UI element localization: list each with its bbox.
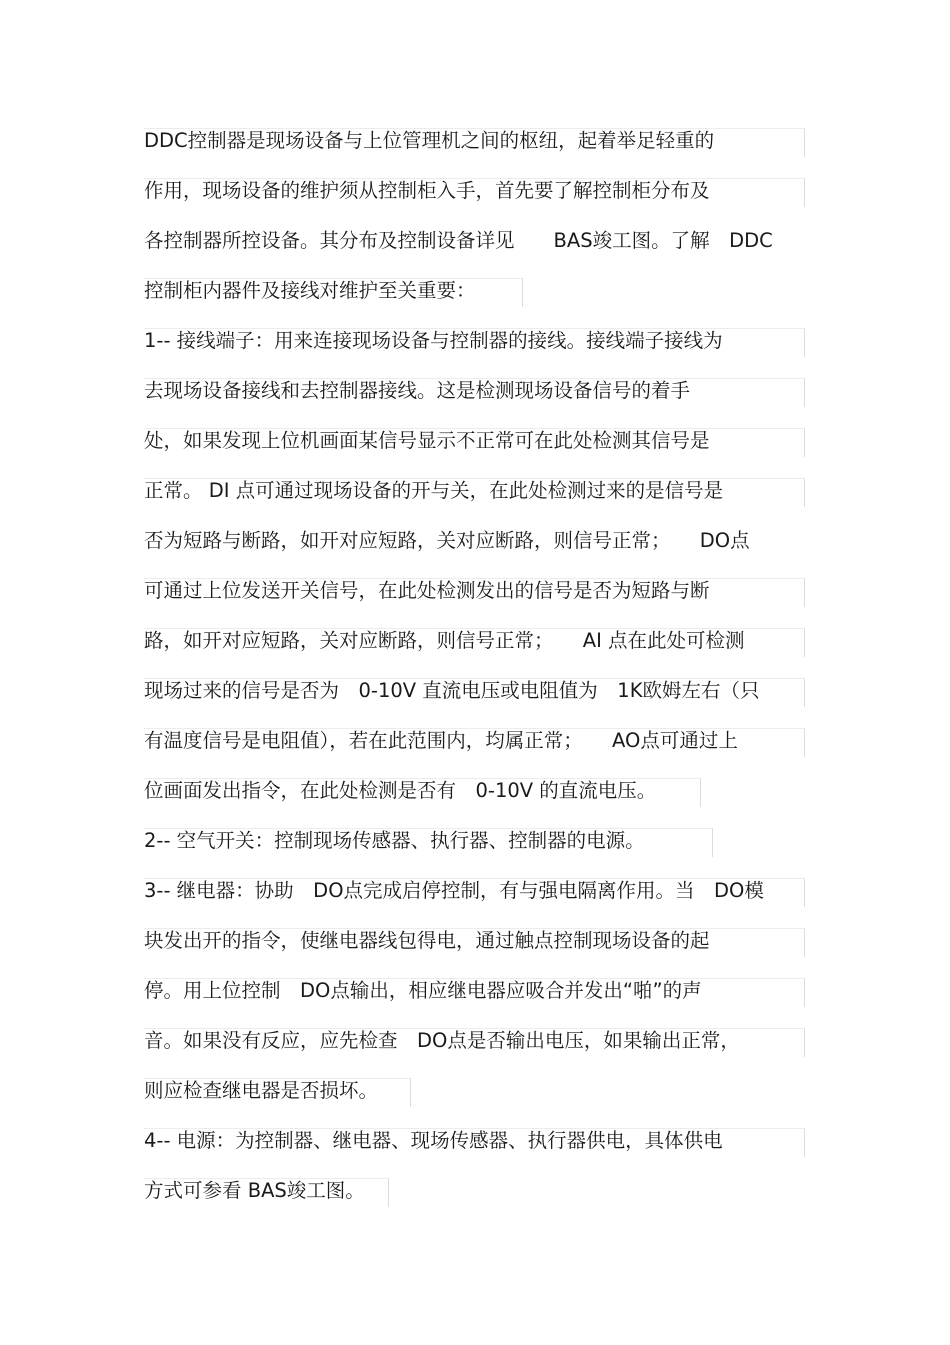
- text-line-content: 正常。 DI 点可通过现场设备的开与关，在此处检测过来的是信号是: [144, 479, 724, 502]
- text-line: [144, 966, 702, 1016]
- text-line: [144, 866, 764, 916]
- text-line-content: 音。如果没有反应，应先检查 DO点是否输出电压，如果输出正常，: [144, 1029, 740, 1052]
- text-line-content: 停。用上位控制 DO点输出，相应继电器应吸合并发出“啪”的声: [144, 979, 702, 1002]
- text-line-content: 有温度信号是电阻值），若在此范围内，均属正常； AO点可通过上: [144, 729, 738, 752]
- text-line: [144, 466, 723, 516]
- text-line-content: 4-- 电源：为控制器、继电器、现场传感器、执行器供电，具体供电: [144, 1129, 723, 1152]
- text-line-content: 作用，现场设备的维护须从控制柜入手，首先要了解控制柜分布及: [144, 179, 710, 202]
- text-line-content: DDC控制器是现场设备与上位管理机之间的枢纽，起着举足轻重的: [144, 129, 715, 152]
- text-line: [144, 516, 750, 566]
- text-line-content: 现场过来的信号是否为 0-10V 直流电压或电阻值为 1K欧姆左右（只: [144, 679, 760, 702]
- text-line-content: 各控制器所控设备。其分布及控制设备详见 BAS竣工图。了解 DDC: [144, 229, 773, 252]
- text-line: [144, 1116, 723, 1166]
- text-line: [144, 266, 476, 316]
- text-line-content: 控制柜内器件及接线对维护至关重要：: [144, 279, 476, 302]
- text-line-content: 路，如开对应短路，关对应断路，则信号正常； AI 点在此处可检测: [144, 629, 745, 652]
- text-line-content: 块发出开的指令，使继电器线包得电，通过触点控制现场设备的起: [144, 929, 710, 952]
- text-line: [144, 316, 723, 366]
- text-line: [144, 366, 690, 416]
- text-line-content: 去现场设备接线和去控制器接线。这是检测现场设备信号的着手: [144, 379, 691, 402]
- text-line-content: 处，如果发现上位机画面某信号显示不正常可在此处检测其信号是: [144, 429, 710, 452]
- text-line: [144, 616, 745, 666]
- text-line-content: 否为短路与断路，如开对应短路，关对应断路，则信号正常； DO点: [144, 529, 750, 552]
- text-line: [144, 1016, 740, 1066]
- text-line: [144, 666, 760, 716]
- text-line: [144, 216, 773, 266]
- text-line: [144, 166, 710, 216]
- text-line: [144, 416, 710, 466]
- text-line-content: 1-- 接线端子：用来连接现场设备与控制器的接线。接线端子接线为: [144, 329, 723, 352]
- text-line-content: 位画面发出指令，在此处检测是否有 0-10V 的直流电压。: [144, 779, 657, 802]
- text-line: [144, 766, 656, 816]
- text-line: [144, 1166, 365, 1216]
- text-line-content: 可通过上位发送开关信号，在此处检测发出的信号是否为短路与断: [144, 579, 710, 602]
- text-line-content: 则应检查继电器是否损坏。: [144, 1079, 379, 1102]
- text-line-content: 方式可参看 BAS竣工图。: [144, 1179, 365, 1202]
- text-line: [144, 916, 710, 966]
- text-line-content: 2-- 空气开关：控制现场传感器、执行器、控制器的电源。: [144, 829, 645, 852]
- text-line: [144, 816, 645, 866]
- text-line-content: 3-- 继电器：协助 DO点完成启停控制，有与强电隔离作用。当 DO模: [144, 879, 764, 902]
- text-line: [144, 716, 738, 766]
- text-line: [144, 1066, 378, 1116]
- text-line: [144, 116, 714, 166]
- text-line: [144, 566, 710, 616]
